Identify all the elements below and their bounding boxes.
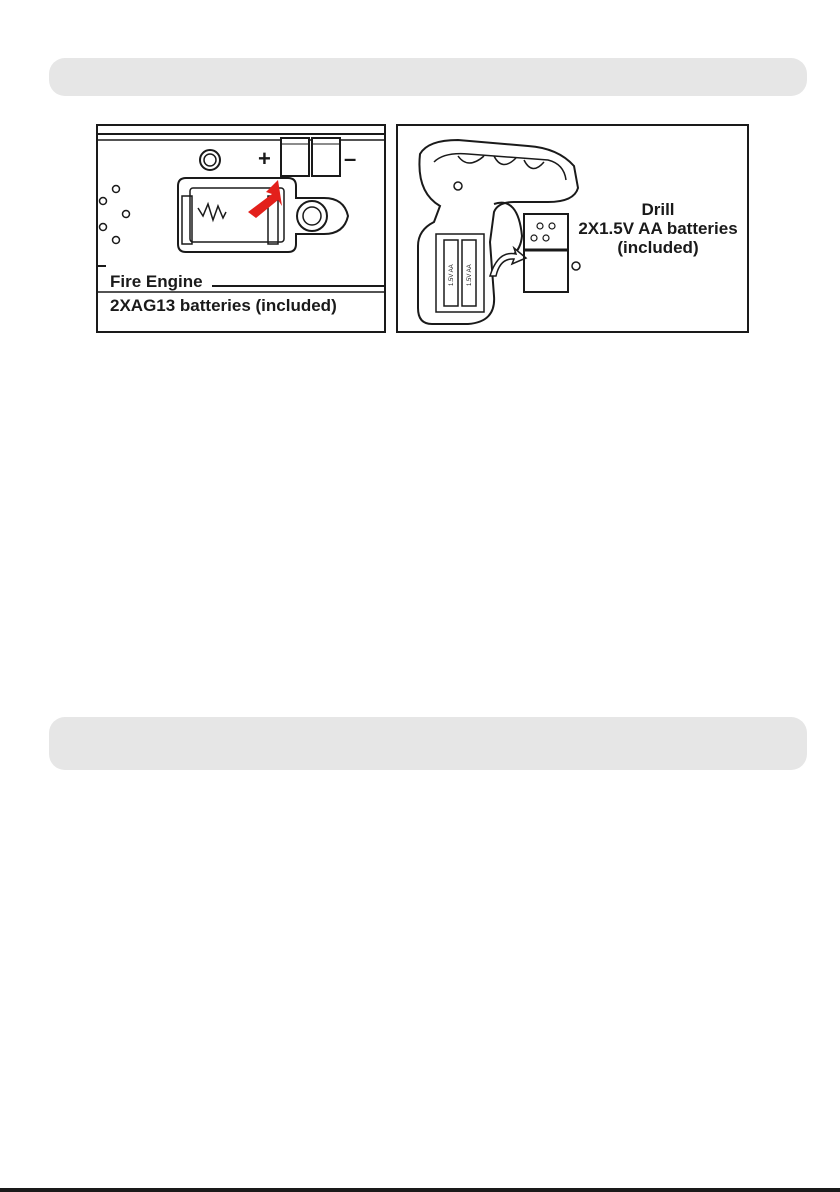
fire-engine-battery-spec: 2XAG13 batteries (included): [110, 296, 337, 315]
section-header-bar-top: [49, 58, 807, 96]
drill-included-note: (included): [617, 238, 699, 257]
drill-battery-spec: 2X1.5V AA batteries: [578, 219, 738, 238]
plus-sign: +: [258, 146, 271, 171]
cell-label-1: 1.5V AA: [449, 264, 455, 286]
drill-battery-panel: [396, 124, 749, 333]
drill-title: Drill: [641, 200, 675, 219]
drill-label-block: [573, 200, 743, 257]
page-bottom-rule: [0, 1188, 840, 1192]
fire-engine-battery-panel: [96, 124, 386, 333]
section-header-bar-middle: [49, 717, 807, 770]
cell-label-2: 1.5V AA: [467, 264, 473, 286]
minus-sign: –: [344, 146, 357, 171]
fire-engine-title: Fire Engine: [110, 272, 203, 291]
